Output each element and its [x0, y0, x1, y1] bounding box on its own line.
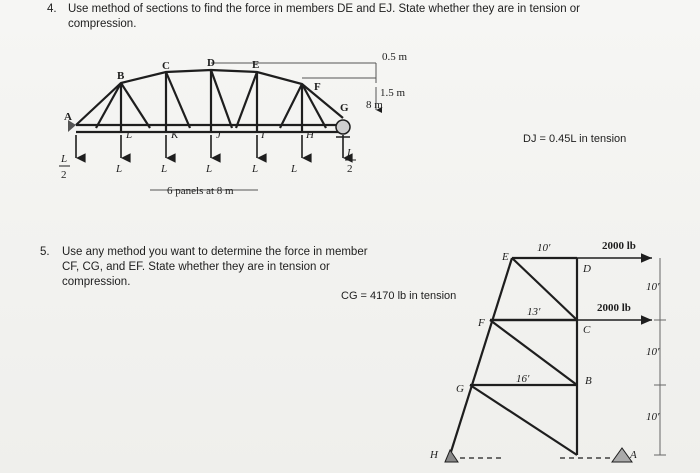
frame-node-G: G [456, 383, 464, 395]
frame-side-dim-1: 10′ [646, 281, 660, 293]
frame-support-H [445, 450, 458, 462]
truss-end-load-right-den: 2 [347, 163, 353, 175]
frame-node-E: E [502, 251, 509, 263]
truss-node-K: K [171, 129, 179, 141]
frame-side-dim-2: 10′ [646, 346, 660, 358]
truss-dim-side1: 1.5 m [380, 87, 406, 99]
truss-load-label-3: L [206, 163, 213, 175]
truss-end-load-left-den: 2 [61, 169, 67, 181]
frame-node-H: H [430, 449, 438, 461]
frame-support-A [612, 448, 632, 462]
problem-4-text-line1: Use method of sections to find the force in members DE and EJ. State whether they are in tension or [68, 3, 581, 15]
frame-dim-top: 10′ [537, 242, 551, 254]
frame-dim-mid: 13′ [527, 306, 541, 318]
problem-5-text-line3: compression. [62, 276, 131, 288]
truss-node-J: J [216, 129, 221, 141]
frame-node-C: C [583, 324, 591, 336]
truss-node-B: B [117, 70, 125, 82]
problem-5-answer: CG = 4170 lb in tension [341, 290, 457, 302]
frame-side-dim-3: 10′ [646, 411, 660, 423]
truss-node-H: H [306, 129, 314, 141]
truss-node-I: I [261, 129, 265, 141]
truss-node-A: A [64, 111, 72, 123]
truss-node-L: L [126, 129, 133, 141]
truss-node-F: F [314, 81, 321, 93]
problem-5-text-line1: Use any method you want to determine the force in member [62, 246, 368, 258]
frame-dim-low: 16′ [516, 373, 530, 385]
truss-node-D: D [207, 57, 215, 69]
truss-end-load-right-num: L [347, 147, 354, 159]
truss-span-label: 6 panels at 8 m [167, 185, 234, 197]
truss-node-C: C [162, 60, 170, 72]
problem-4-answer: DJ = 0.45L in tension [523, 133, 627, 145]
frame-load-label-2: 2000 lb [597, 302, 631, 314]
problem-4-text-line2: compression. [68, 18, 137, 30]
frame-load-label-1: 2000 lb [602, 240, 636, 252]
truss-load-label-2: L [161, 163, 168, 175]
problem-5-number: 5. [40, 246, 50, 258]
frame-node-F: F [478, 317, 485, 329]
truss-load-label-5: L [291, 163, 298, 175]
frame-members [450, 258, 577, 455]
truss-load-label-4: L [252, 163, 259, 175]
frame-node-B: B [585, 375, 592, 387]
problem-4-number: 4. [47, 3, 57, 15]
truss-dim-side2: 8 m [366, 99, 383, 111]
problem-5-text-line2: CF, CG, and EF. State whether they are in tension or [62, 261, 330, 273]
truss-load-label-1: L [116, 163, 123, 175]
frame-node-A: A [630, 449, 637, 461]
truss-dim-top: 0.5 m [382, 51, 408, 63]
frame-node-D: D [583, 263, 591, 275]
truss-node-G: G [340, 102, 349, 114]
truss-end-load-left-num: L [61, 153, 68, 165]
truss-node-E: E [252, 59, 260, 71]
